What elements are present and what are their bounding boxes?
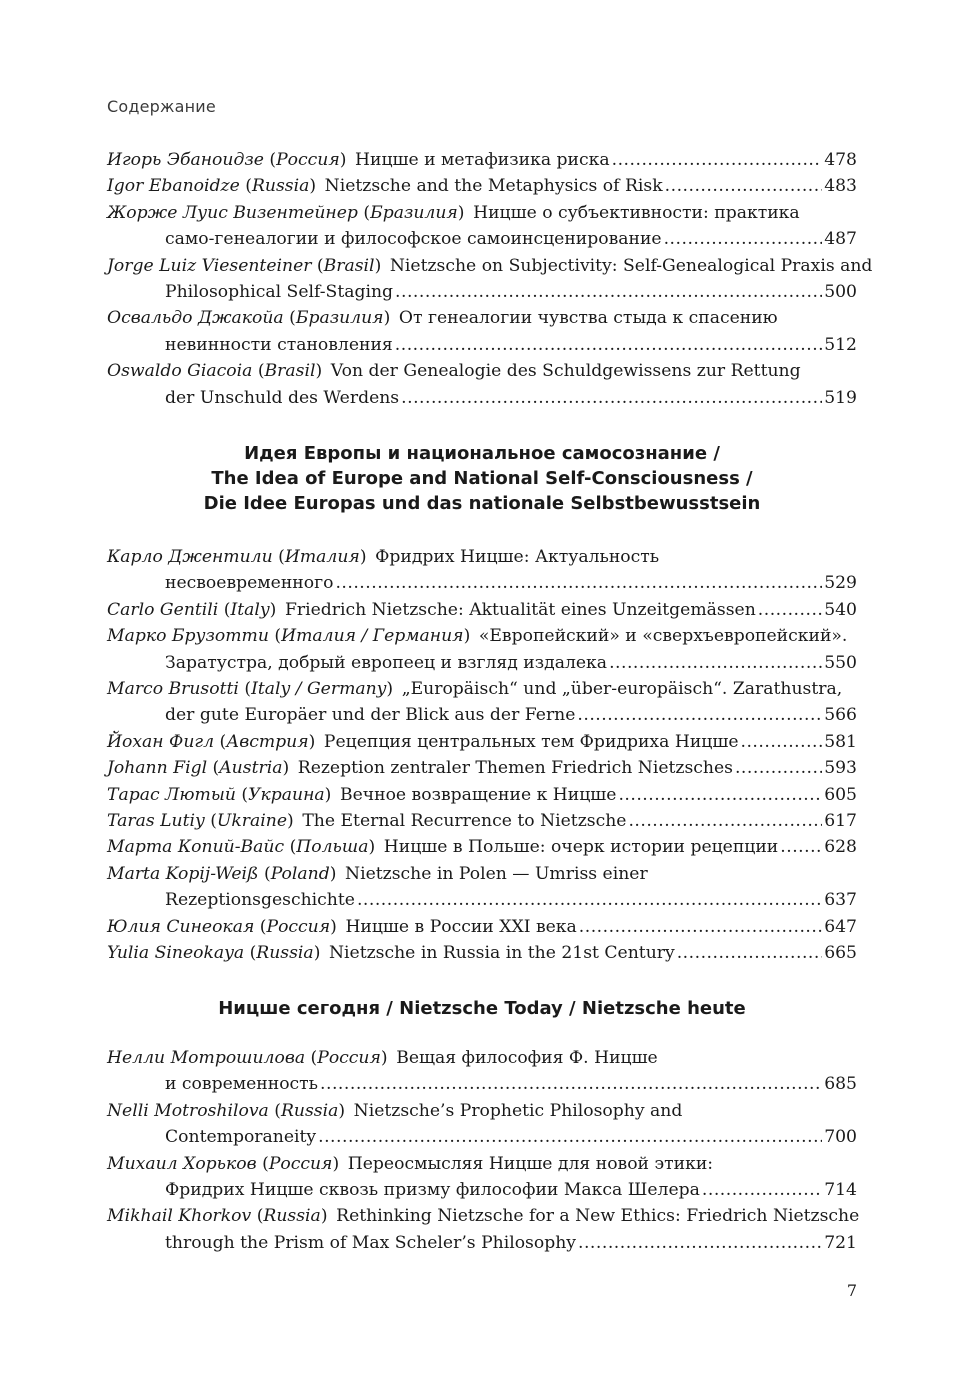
entry-page-number: 529 bbox=[824, 573, 857, 594]
toc-entry bbox=[107, 914, 857, 940]
author-name: Jorge Luiz Viesenteiner bbox=[107, 255, 312, 276]
entry-title: Contemporaneity bbox=[165, 1127, 317, 1148]
entry-text: Nelli Motroshilova (Russia) Nietzsche’s Prophetic Philosophy and bbox=[107, 1100, 683, 1121]
author-country: Brasil bbox=[264, 361, 316, 382]
author-country: Россия bbox=[317, 1048, 381, 1068]
entry-title: Ницше о субъективности: практика bbox=[473, 202, 800, 223]
entry-title: „Europäisch“ und „über-europäisch“. Zarathustra, bbox=[401, 679, 843, 700]
entry-text: Jorge Luiz Viesenteiner (Brasil) Nietzsche on Subjectivity: Self-Genealogical Praxis and bbox=[107, 255, 873, 276]
dot-leader bbox=[320, 1071, 822, 1097]
toc-entry bbox=[107, 305, 857, 358]
entry-page-number: 665 bbox=[824, 943, 857, 964]
author-country: Italy bbox=[230, 599, 270, 620]
author-country: Russia bbox=[256, 943, 314, 964]
author-country: Италия bbox=[284, 547, 360, 567]
toc-entry-line bbox=[107, 808, 857, 834]
dot-leader bbox=[357, 887, 822, 913]
entry-title: Nietzsche in Russia in the 21st Century bbox=[329, 943, 675, 964]
entry-title: through the Prism of Max Scheler’s Philosophy bbox=[165, 1232, 576, 1253]
dot-leader bbox=[578, 1230, 822, 1256]
author-country: Russia bbox=[251, 176, 310, 197]
author-country: Italy / Germany bbox=[251, 679, 387, 700]
entry-page-number: 478 bbox=[824, 150, 857, 170]
author-country: Бразилия bbox=[295, 308, 384, 329]
entry-text bbox=[165, 1124, 316, 1150]
entry-page-number: 721 bbox=[824, 1232, 857, 1253]
entry-text: Игорь Эбаноидзе (Россия) Ницше и метафизика риска bbox=[107, 150, 610, 170]
author-country: Россия bbox=[276, 150, 340, 170]
author-name: Marta Kopij-Weiß bbox=[107, 863, 259, 884]
entry-text: Карло Джентили (Италия) Фридрих Ницше: Актуальность bbox=[107, 547, 660, 567]
entry-title: Von der Genealogie des Schuldgewissens zur Rettung bbox=[330, 361, 801, 382]
toc-entry-line bbox=[107, 385, 857, 411]
dot-leader bbox=[335, 570, 822, 596]
author-name: Nelli Motroshilova bbox=[107, 1100, 269, 1121]
entry-text: Taras Lutiy (Ukraine) The Eternal Recurrence to Nietzsche bbox=[107, 811, 627, 832]
entry-title: и современность bbox=[165, 1074, 319, 1095]
toc-entry bbox=[107, 1151, 857, 1204]
author-country: Poland bbox=[270, 863, 330, 884]
toc-entry-line bbox=[107, 887, 857, 913]
dot-leader bbox=[395, 332, 822, 358]
entry-text: Жорже Луис Визентейнер (Бразилия) Ницше о субъективности: практика bbox=[107, 202, 800, 223]
toc-entry bbox=[107, 1203, 860, 1256]
toc-entry-line bbox=[107, 1230, 857, 1256]
entry-page-number: 519 bbox=[824, 387, 857, 408]
toc-entry-line bbox=[107, 676, 857, 702]
toc-entry-line bbox=[107, 305, 857, 331]
running-head: Содержание bbox=[107, 97, 216, 116]
toc-entry-line bbox=[107, 650, 857, 676]
toc-entry bbox=[107, 782, 857, 808]
entry-text: Oswaldo Giacoia (Brasil) Von der Genealogie des Schuldgewissens zur Rettung bbox=[107, 361, 801, 382]
author-name: Yulia Sineokaya bbox=[107, 943, 245, 964]
entry-text: Yulia Sineokaya (Russia) Nietzsche in Russia in the 21st Century bbox=[107, 943, 675, 964]
entry-title: der gute Europäer und der Blick aus der Ferne bbox=[165, 705, 576, 726]
toc-entry-line bbox=[107, 200, 857, 226]
author-country: Россия bbox=[266, 916, 331, 937]
entry-text: Михаил Хорьков (Россия) Переосмысляя Ницше для новой этики: bbox=[107, 1153, 714, 1174]
author-name: Жорже Луис Визентейнер bbox=[107, 202, 358, 223]
toc-entry-line bbox=[107, 1151, 857, 1177]
entry-page-number: 550 bbox=[824, 652, 857, 673]
toc-entry bbox=[107, 729, 857, 755]
toc-entry-line bbox=[107, 358, 857, 384]
author-name: Тарас Лютый bbox=[107, 784, 236, 805]
author-country: Польша bbox=[296, 837, 369, 858]
dot-leader bbox=[735, 755, 822, 781]
entry-title: невинности становления bbox=[165, 334, 393, 355]
author-name: Марта Копий-Вайс bbox=[107, 837, 285, 858]
dot-leader bbox=[758, 597, 822, 623]
toc-entry bbox=[107, 173, 857, 199]
entry-text: Mikhail Khorkov (Russia) Rethinking Nietzsche for a New Ethics: Friedrich Nietzsche bbox=[107, 1206, 860, 1227]
toc-entry-line bbox=[107, 253, 873, 279]
entry-title: несвоевременного bbox=[165, 573, 334, 594]
entry-text bbox=[165, 385, 399, 411]
entry-title: Рецепция центральных тем Фридриха Ницше bbox=[323, 731, 739, 752]
toc-entry-line bbox=[107, 570, 857, 596]
entry-text: Юлия Синеокая (Россия) Ницше в России XXI века bbox=[107, 916, 577, 937]
entry-text bbox=[165, 279, 393, 305]
entry-page-number: 512 bbox=[824, 334, 857, 355]
entry-page-number: 685 bbox=[824, 1074, 857, 1095]
toc-entry-line bbox=[107, 623, 857, 649]
author-country: Russia bbox=[280, 1100, 339, 1121]
toc-entry-line bbox=[107, 226, 857, 252]
entry-page-number: 617 bbox=[824, 811, 857, 832]
entry-title: само-генеалогии и философское самоинсценирование bbox=[165, 229, 662, 250]
author-name: Юлия Синеокая bbox=[107, 916, 255, 937]
dot-leader bbox=[702, 1177, 822, 1203]
entry-page-number: 483 bbox=[824, 176, 857, 197]
dot-leader bbox=[665, 173, 823, 199]
entry-text: Марко Брузотти (Италия / Германия) «Европейский» и «сверхъевропейский». bbox=[107, 626, 848, 647]
toc-entry bbox=[107, 623, 857, 676]
toc-entry-line bbox=[107, 782, 857, 808]
dot-leader bbox=[677, 940, 822, 966]
entry-title: Nietzsche in Polen — Umriss einer bbox=[345, 863, 648, 884]
entry-title: Ницше в России XXI века bbox=[345, 916, 577, 937]
entry-text: Тарас Лютый (Украина) Вечное возвращение к Ницше bbox=[107, 784, 617, 805]
dot-leader bbox=[664, 226, 823, 252]
toc-entry-line bbox=[107, 1203, 860, 1229]
toc-entry-line bbox=[107, 861, 857, 887]
entry-title: der Unschuld des Werdens bbox=[165, 387, 400, 408]
toc-entry bbox=[107, 834, 857, 860]
section-heading-line: Ницше сегодня / Nietzsche Today / Nietzsche heute bbox=[218, 998, 746, 1019]
entry-text bbox=[165, 226, 662, 252]
entry-text bbox=[165, 650, 607, 676]
toc-entry bbox=[107, 676, 857, 729]
entry-title: Вещая философия Ф. Ницше bbox=[396, 1048, 658, 1068]
entry-page-number: 500 bbox=[824, 282, 857, 303]
author-country: Украина bbox=[248, 784, 325, 805]
entry-text bbox=[165, 1177, 700, 1203]
author-country: Russia bbox=[263, 1206, 321, 1227]
toc-entry-line bbox=[107, 147, 857, 173]
entry-text: Нелли Мотрошилова (Россия) Вещая философия Ф. Ницше bbox=[107, 1048, 658, 1068]
toc-entry bbox=[107, 358, 857, 411]
entry-text: Освальдо Джакойа (Бразилия) От генеалогии чувства стыда к спасению bbox=[107, 308, 778, 329]
entry-page-number: 700 bbox=[824, 1127, 857, 1148]
dot-leader bbox=[395, 279, 822, 305]
entry-title: Фридрих Ницше: Актуальность bbox=[375, 547, 660, 567]
toc-entry-line bbox=[107, 1098, 857, 1124]
toc-entry bbox=[107, 544, 857, 597]
toc-entry bbox=[107, 940, 857, 966]
entry-text bbox=[165, 1071, 318, 1097]
toc-entry-line bbox=[107, 173, 857, 199]
entry-title: Rezeption zentraler Themen Friedrich Nietzsches bbox=[297, 758, 733, 779]
author-name: Михаил Хорьков bbox=[107, 1153, 257, 1174]
toc-entry-line bbox=[107, 940, 857, 966]
entry-page-number: 566 bbox=[824, 705, 857, 726]
entry-text: Марта Копий-Вайс (Польша) Ницше в Польше: очерк истории рецепции bbox=[107, 837, 779, 858]
toc-entry-line bbox=[107, 702, 857, 728]
toc-block-3 bbox=[107, 1045, 860, 1256]
entry-title: Friedrich Nietzsche: Aktualität eines Unzeitgemässen bbox=[284, 599, 756, 620]
toc-entry-line bbox=[107, 597, 857, 623]
entry-page-number: 540 bbox=[824, 599, 857, 620]
toc-entry bbox=[107, 253, 873, 306]
toc-entry-line bbox=[107, 914, 857, 940]
entry-text: Johann Figl (Austria) Rezeption zentraler Themen Friedrich Nietzsches bbox=[107, 758, 733, 779]
author-country: Бразилия bbox=[370, 202, 458, 223]
entry-title: «Европейский» и «сверхъевропейский». bbox=[478, 626, 848, 647]
entry-text: Carlo Gentili (Italy) Friedrich Nietzsche: Aktualität eines Unzeitgemässen bbox=[107, 599, 756, 620]
toc-entry bbox=[107, 200, 857, 253]
toc-entry-line bbox=[107, 1124, 857, 1150]
entry-title: The Eternal Recurrence to Nietzsche bbox=[302, 811, 627, 832]
author-name: Oswaldo Giacoia bbox=[107, 361, 253, 382]
toc-entry-line bbox=[107, 755, 857, 781]
author-country: Италия / Германия bbox=[281, 626, 464, 647]
author-name: Йохан Фигл bbox=[107, 731, 215, 752]
entry-page-number: 581 bbox=[824, 731, 857, 752]
entry-page-number: 714 bbox=[824, 1180, 857, 1201]
entry-page-number: 637 bbox=[824, 890, 857, 911]
author-country: Austria bbox=[219, 758, 283, 779]
author-name: Карло Джентили bbox=[107, 547, 273, 567]
dot-leader bbox=[401, 385, 822, 411]
toc-entry bbox=[107, 1098, 857, 1151]
toc-entry bbox=[107, 861, 857, 914]
entry-title: Nietzsche and the Metaphysics of Risk bbox=[324, 176, 663, 197]
toc-entry-line bbox=[107, 1071, 857, 1097]
dot-leader bbox=[780, 834, 822, 860]
toc-entry bbox=[107, 597, 857, 623]
dot-leader bbox=[579, 914, 822, 940]
author-name: Carlo Gentili bbox=[107, 599, 219, 620]
toc-entry bbox=[107, 1045, 857, 1098]
toc-entry-line bbox=[107, 1045, 857, 1071]
entry-title: Переосмысляя Ницше для новой этики: bbox=[347, 1153, 714, 1174]
entry-text bbox=[165, 332, 393, 358]
toc-block-2 bbox=[107, 544, 857, 967]
dot-leader bbox=[618, 782, 822, 808]
entry-title: Rezeptionsgeschichte bbox=[165, 890, 355, 911]
author-country: Россия bbox=[268, 1153, 333, 1174]
entry-title: Заратустра, добрый европеец и взгляд издалека bbox=[165, 652, 608, 673]
entry-title: Вечное возвращение к Ницше bbox=[339, 784, 617, 805]
section-heading-line: The Idea of Europe and National Self-Consciousness / bbox=[211, 468, 753, 489]
entry-page-number: 593 bbox=[824, 758, 857, 779]
toc-entry-line bbox=[107, 332, 857, 358]
dot-leader bbox=[318, 1124, 822, 1150]
entry-title: Фридрих Ницше сквозь призму философии Макса Шелера bbox=[165, 1180, 700, 1201]
dot-leader bbox=[741, 729, 823, 755]
author-name: Mikhail Khorkov bbox=[107, 1206, 252, 1227]
section-heading-today bbox=[107, 996, 857, 1021]
toc-block-1 bbox=[107, 147, 873, 411]
toc-entry-line bbox=[107, 729, 857, 755]
entry-text bbox=[165, 702, 575, 728]
toc-entry-line bbox=[107, 279, 857, 305]
toc-entry bbox=[107, 755, 857, 781]
entry-title: Philosophical Self-Staging bbox=[165, 282, 394, 303]
entry-title: Ницше и метафизика риска bbox=[355, 150, 610, 170]
entry-text bbox=[165, 1230, 576, 1256]
entry-title: Nietzsche on Subjectivity: Self-Genealogical Praxis and bbox=[389, 255, 873, 276]
toc-entry bbox=[107, 808, 857, 834]
entry-text: Igor Ebanoidze (Russia) Nietzsche and the Metaphysics of Risk bbox=[107, 176, 663, 197]
toc-entry-line bbox=[107, 1177, 857, 1203]
entry-text: Marco Brusotti (Italy / Germany) „Europäisch“ und „über-europäisch“. Zarathustra, bbox=[107, 679, 843, 700]
author-country: Brasil bbox=[323, 255, 375, 276]
entry-text: Marta Kopij-Weiß (Poland) Nietzsche in Polen — Umriss einer bbox=[107, 863, 648, 884]
entry-page-number: 628 bbox=[824, 837, 857, 858]
section-heading-line: Идея Европы и национальное самосознание / bbox=[244, 443, 720, 464]
author-country: Австрия bbox=[226, 731, 309, 752]
dot-leader bbox=[612, 147, 823, 173]
author-name: Марко Брузотти bbox=[107, 626, 269, 647]
toc-entry bbox=[107, 147, 857, 173]
entry-title: От генеалогии чувства стыда к спасению bbox=[398, 308, 778, 329]
author-name: Taras Lutiy bbox=[107, 811, 205, 832]
toc-entry-line bbox=[107, 544, 857, 570]
entry-page-number: 647 bbox=[824, 916, 857, 937]
entry-title: Rethinking Nietzsche for a New Ethics: Friedrich Nietzsche bbox=[336, 1206, 860, 1227]
author-name: Игорь Эбаноидзе bbox=[107, 150, 264, 170]
entry-title: Nietzsche’s Prophetic Philosophy and bbox=[353, 1100, 683, 1121]
entry-page-number: 605 bbox=[824, 784, 857, 805]
entry-text: Йохан Фигл (Австрия) Рецепция центральных тем Фридриха Ницше bbox=[107, 731, 739, 752]
toc-entry-line bbox=[107, 834, 857, 860]
author-name: Освальдо Джакойа bbox=[107, 308, 284, 329]
section-heading-line: Die Idee Europas und das nationale Selbstbewusstsein bbox=[203, 493, 761, 514]
page-number: 7 bbox=[846, 1281, 857, 1300]
dot-leader bbox=[577, 702, 822, 728]
author-name: Marco Brusotti bbox=[107, 679, 239, 700]
dot-leader bbox=[609, 650, 822, 676]
entry-page-number: 487 bbox=[824, 229, 857, 250]
dot-leader bbox=[628, 808, 822, 834]
entry-title: Ницше в Польше: очерк истории рецепции bbox=[383, 837, 779, 858]
author-name: Johann Figl bbox=[107, 758, 208, 779]
author-name: Igor Ebanoidze bbox=[107, 176, 240, 197]
entry-text bbox=[165, 570, 333, 596]
entry-text bbox=[165, 887, 355, 913]
author-country: Ukraine bbox=[216, 811, 288, 832]
section-heading-europe bbox=[107, 441, 857, 516]
toc-page bbox=[107, 0, 873, 1382]
author-name: Нелли Мотрошилова bbox=[107, 1048, 306, 1068]
